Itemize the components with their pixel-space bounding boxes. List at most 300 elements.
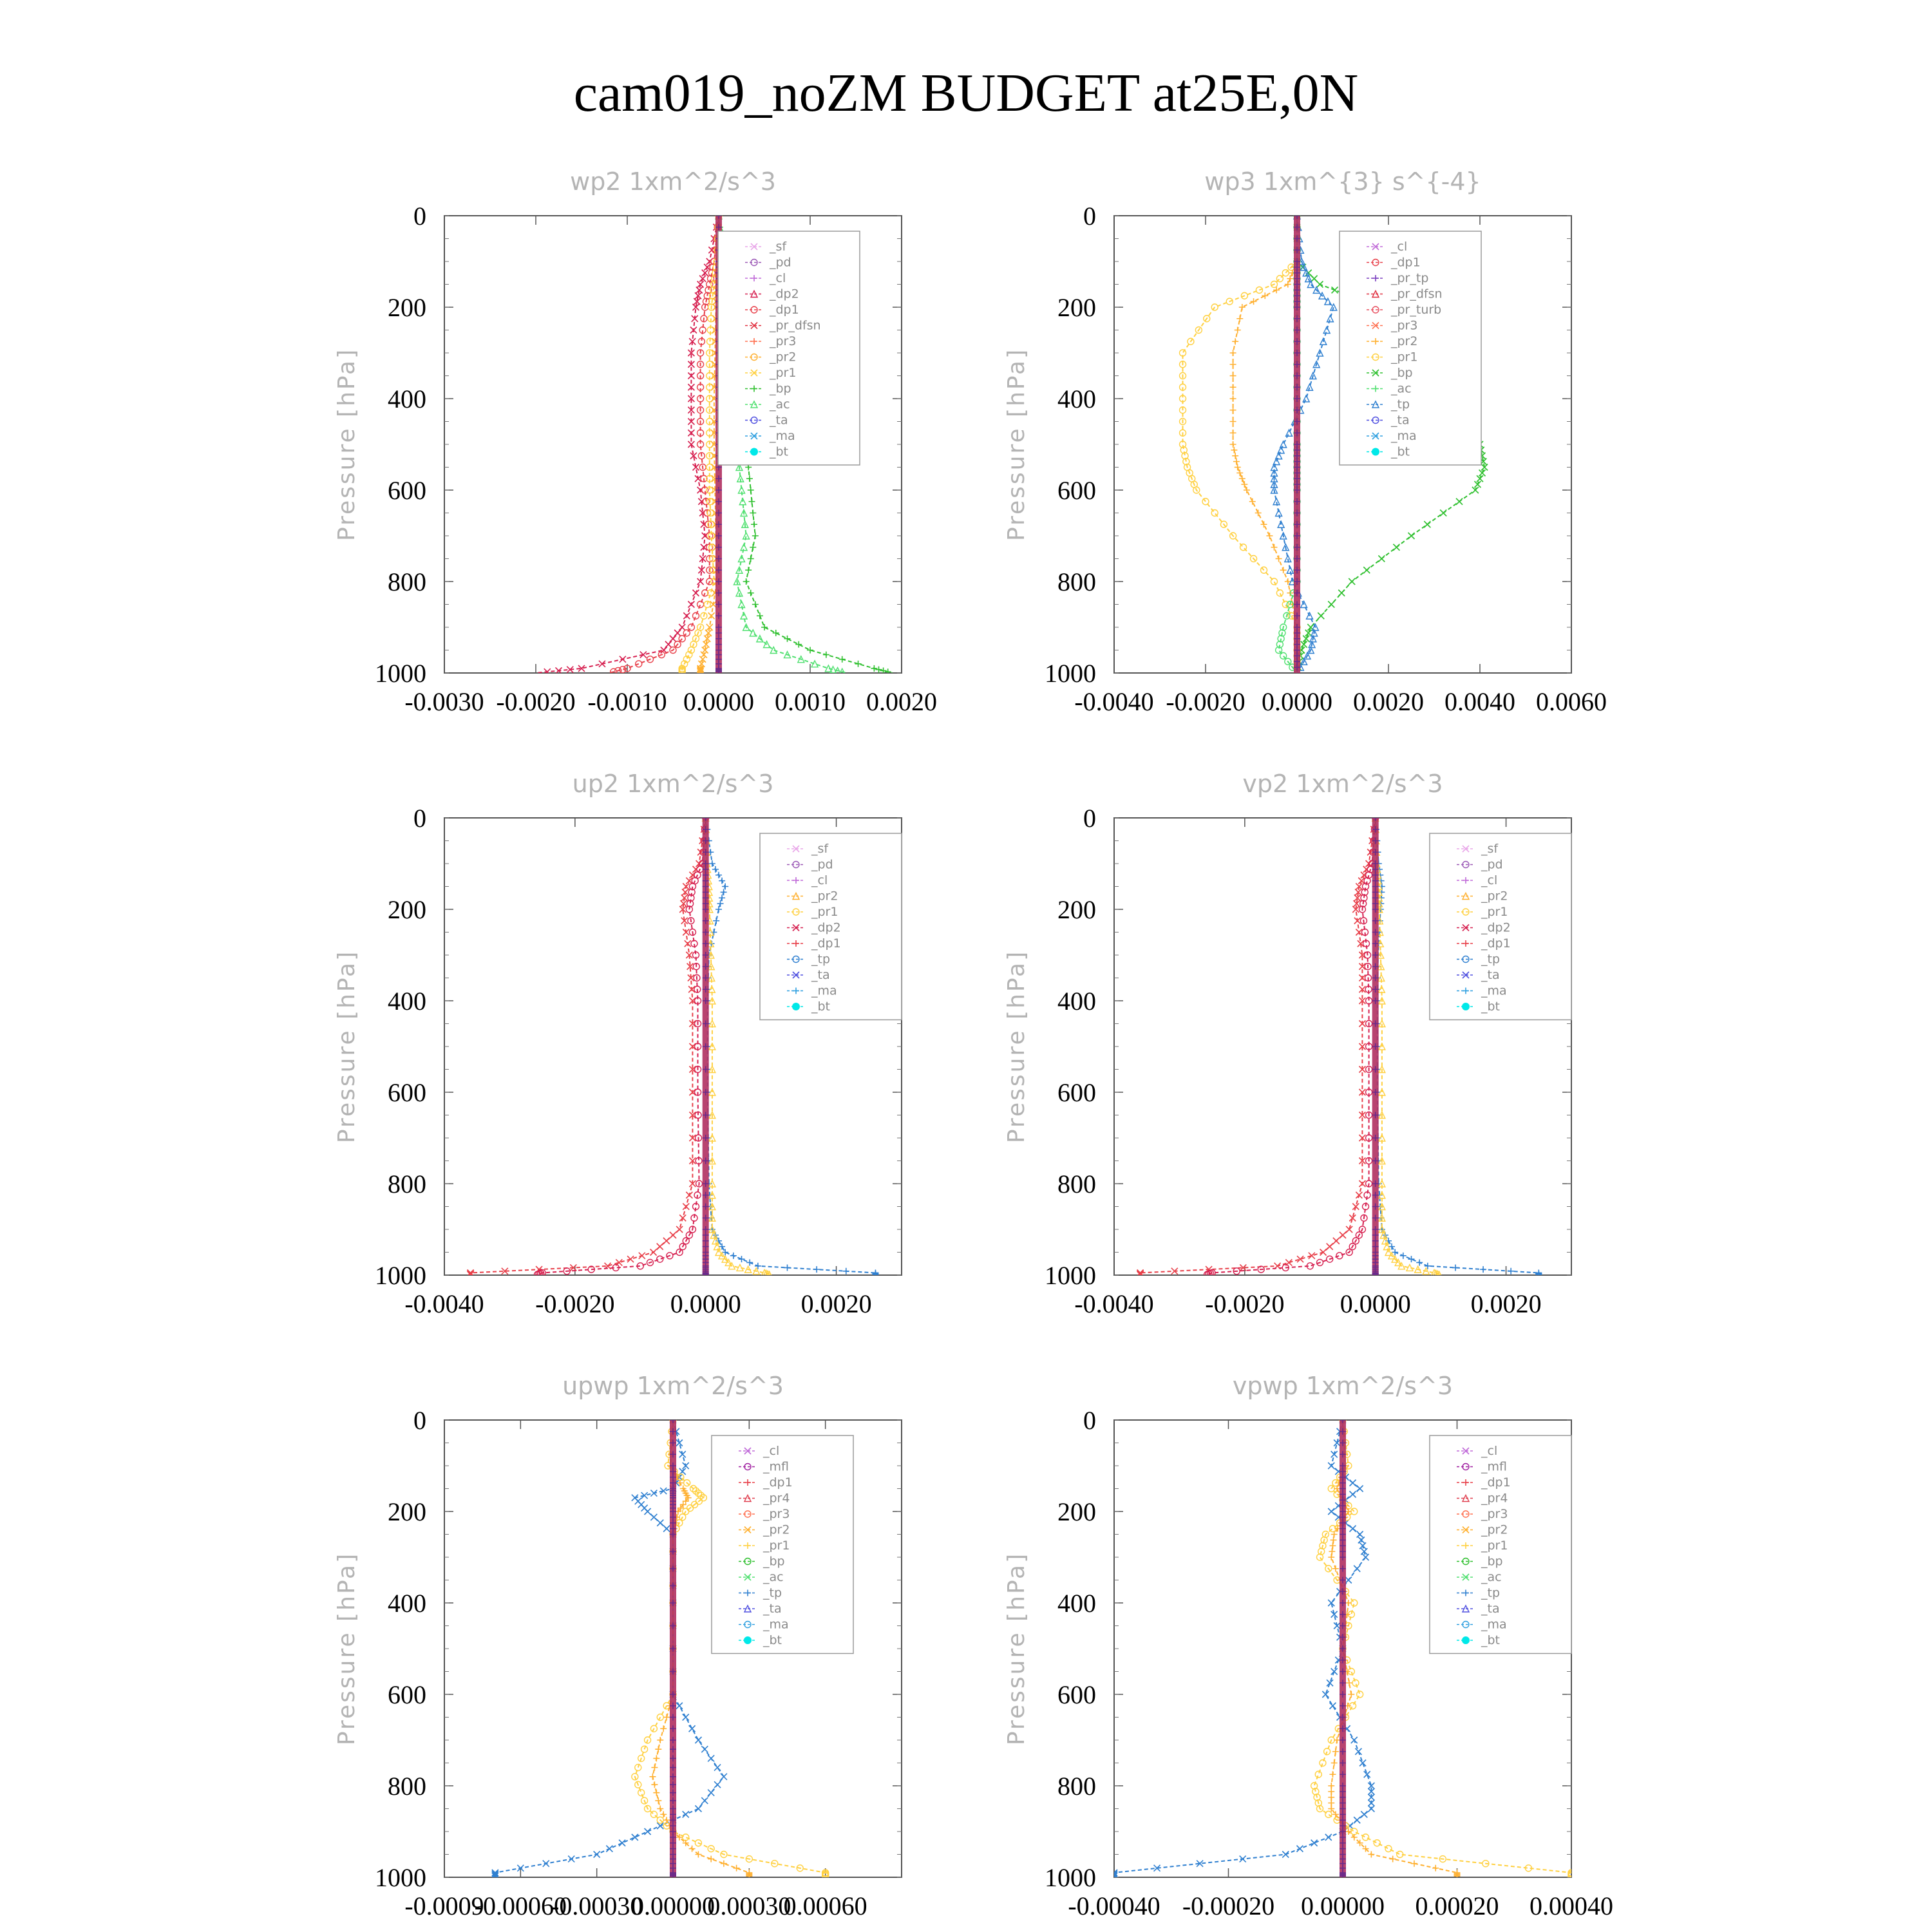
legend-label: _pr1: [811, 905, 838, 919]
legend-label: _pr1: [770, 366, 797, 380]
data-point: [1456, 498, 1463, 505]
data-point: [1480, 1266, 1486, 1273]
data-point: [1328, 601, 1334, 608]
data-point: [660, 1725, 667, 1732]
data-point: [1318, 612, 1324, 619]
x-tick-label: 0.0020: [866, 687, 937, 716]
data-point: [823, 652, 829, 658]
legend-label: _bt: [770, 444, 789, 459]
y-tick-label: 1000: [375, 1261, 426, 1290]
x-tick-label: 0.0020: [800, 1289, 872, 1318]
data-point: [695, 1806, 701, 1812]
legend: [1340, 231, 1481, 465]
data-point: [1363, 567, 1370, 573]
y-tick-label: 800: [1057, 1772, 1096, 1801]
data-point: [1390, 1856, 1396, 1862]
y-tick-label: 800: [388, 1170, 426, 1198]
legend-label: _pr4: [763, 1491, 790, 1506]
y-tick-label: 800: [1057, 1170, 1096, 1198]
legend-label: _dp1: [1481, 1475, 1511, 1490]
data-point: [1385, 1846, 1392, 1852]
legend-marker: [792, 1003, 800, 1010]
data-point: [693, 612, 699, 619]
data-point: [1364, 1771, 1370, 1777]
data-point: [1232, 338, 1238, 345]
data-point: [683, 884, 689, 890]
x-tick-label: -0.0030: [404, 687, 484, 716]
y-tick-label: 1000: [1045, 1863, 1096, 1892]
y-axis-label: Pressure [hPa]: [1003, 347, 1030, 542]
data-point: [1345, 1577, 1352, 1584]
data-point: [1230, 361, 1236, 368]
data-point: [663, 1238, 670, 1244]
data-point: [1328, 1508, 1334, 1515]
data-point: [657, 1256, 663, 1262]
legend: [718, 231, 860, 465]
data-point: [650, 1811, 657, 1817]
data-point: [1424, 521, 1430, 527]
data-point: [1327, 1680, 1333, 1686]
data-point: [1363, 1554, 1369, 1560]
data-point: [1338, 590, 1345, 596]
data-point: [1336, 1253, 1343, 1259]
data-point: [663, 1526, 670, 1532]
legend-label: _bp: [1391, 366, 1413, 380]
data-point: [1351, 1508, 1358, 1515]
legend-label: _sf: [811, 842, 829, 856]
data-point: [1311, 276, 1318, 282]
legend-label: _pr_tp: [1391, 271, 1429, 285]
data-point: [1331, 1669, 1338, 1675]
data-point: [688, 601, 694, 608]
legend-label: _dp1: [811, 936, 841, 951]
y-tick-label: 200: [1057, 293, 1096, 322]
data-point: [1408, 533, 1415, 539]
legend-label: _pr2: [1391, 334, 1418, 348]
panel-title: vpwp 1xm^2/s^3: [1232, 1372, 1454, 1400]
data-point: [1472, 487, 1479, 493]
legend-label: _tp: [811, 952, 831, 967]
data-point: [855, 661, 862, 667]
legend-label: _dp1: [1481, 936, 1511, 951]
data-point: [1374, 1840, 1380, 1846]
data-point: [746, 1259, 753, 1265]
data-point: [1346, 1680, 1352, 1686]
data-point: [693, 590, 699, 596]
data-point: [657, 1520, 663, 1526]
data-point: [1271, 578, 1278, 585]
data-point: [1311, 1840, 1318, 1846]
legend-label: _tp: [763, 1586, 782, 1600]
x-tick-label: -0.0020: [535, 1289, 615, 1318]
y-tick-label: 600: [1057, 1078, 1096, 1107]
data-point: [651, 1781, 658, 1788]
legend: [1430, 1435, 1571, 1654]
x-tick-label: -0.0040: [404, 1289, 484, 1318]
data-point: [1232, 453, 1238, 459]
data-point: [1230, 395, 1236, 402]
data-point: [1479, 469, 1486, 476]
data-point: [1329, 1771, 1336, 1777]
data-point: [714, 1781, 721, 1788]
data-point: [761, 624, 768, 630]
data-point: [649, 1774, 656, 1780]
data-point: [645, 1828, 651, 1835]
legend-marker: [750, 448, 758, 456]
y-tick-label: 400: [388, 987, 426, 1016]
legend-label: _pr_dfsn: [770, 318, 821, 333]
data-point: [751, 521, 757, 527]
data-point: [1322, 1691, 1329, 1698]
data-point: [702, 270, 708, 276]
data-point: [885, 668, 891, 675]
legend-label: _pr2: [811, 889, 838, 904]
data-point: [1230, 441, 1236, 448]
legend-label: _bt: [1481, 999, 1501, 1014]
data-point: [665, 641, 672, 648]
chart-panel: [334, 167, 937, 716]
data-point: [1354, 1566, 1360, 1572]
data-point: [657, 1806, 663, 1812]
chart-panel: [1003, 1372, 1613, 1920]
data-point: [663, 1714, 670, 1721]
series-line-dp1: [471, 818, 706, 1275]
data-point: [651, 1765, 658, 1771]
legend-label: _ac: [770, 397, 790, 412]
y-tick-label: 800: [1057, 567, 1096, 596]
x-tick-label: -0.0040: [1074, 1289, 1154, 1318]
legend-label: _ma: [1481, 1617, 1507, 1632]
data-point: [784, 636, 791, 642]
data-point: [1276, 590, 1283, 596]
data-point: [721, 1861, 727, 1867]
x-tick-label: 0.0040: [1444, 687, 1515, 716]
legend-label: _pr2: [1481, 1522, 1508, 1537]
data-point: [1393, 544, 1399, 551]
data-point: [1287, 276, 1293, 282]
y-tick-label: 400: [388, 1589, 426, 1618]
data-point: [1301, 641, 1307, 648]
y-tick-label: 600: [1057, 1680, 1096, 1709]
data-point: [638, 1790, 645, 1796]
data-point: [1239, 304, 1245, 310]
data-point: [1323, 327, 1330, 334]
legend-label: _pr2: [770, 350, 797, 365]
data-point: [1230, 407, 1236, 413]
x-tick-label: 0.0000: [1262, 687, 1332, 716]
legend-label: _pr1: [1481, 905, 1508, 919]
data-point: [1325, 1811, 1332, 1817]
data-point: [657, 1737, 663, 1743]
data-point: [1354, 1817, 1360, 1823]
data-point: [1355, 1748, 1361, 1755]
data-point: [683, 612, 690, 619]
data-point: [1262, 292, 1268, 299]
data-point: [717, 900, 724, 907]
data-point: [1368, 1852, 1374, 1858]
legend-label: _pr1: [1481, 1539, 1508, 1553]
data-point: [1474, 481, 1481, 488]
data-point: [1327, 316, 1333, 322]
data-point: [1328, 1788, 1334, 1795]
legend-label: _mfl: [763, 1459, 789, 1474]
data-point: [697, 601, 704, 608]
data-point: [1230, 419, 1236, 425]
data-point: [1351, 1834, 1358, 1841]
data-point: [1334, 1737, 1340, 1743]
panel-title: upwp 1xm^2/s^3: [562, 1372, 784, 1400]
data-point: [650, 1514, 657, 1520]
y-tick-label: 0: [413, 804, 426, 833]
legend: [1430, 833, 1571, 1020]
data-point: [1239, 475, 1245, 482]
x-tick-label: 0.00060: [783, 1891, 867, 1920]
legend-label: _pr3: [1481, 1507, 1508, 1521]
data-point: [1282, 1852, 1289, 1858]
x-tick-label: 0.0020: [1353, 687, 1424, 716]
x-tick-label: -0.00030: [551, 1891, 643, 1920]
legend-label: _bt: [1481, 1633, 1501, 1647]
data-point: [714, 1765, 721, 1771]
data-point: [1317, 1554, 1323, 1560]
data-point: [1305, 630, 1312, 636]
panel-title: vp2 1xm^2/s^3: [1242, 770, 1443, 798]
y-tick-label: 0: [413, 1406, 426, 1435]
data-point: [1317, 281, 1323, 288]
data-point: [683, 1811, 689, 1817]
data-point: [594, 1852, 600, 1858]
data-point: [1235, 464, 1241, 471]
y-tick-label: 800: [388, 1772, 426, 1801]
data-point: [750, 544, 756, 551]
x-tick-label: 0.00000: [631, 1891, 715, 1920]
data-point: [1378, 556, 1385, 562]
data-point: [543, 1861, 549, 1867]
data-point: [1357, 1531, 1363, 1538]
data-point: [1320, 1249, 1327, 1256]
data-point: [1236, 316, 1243, 322]
data-point: [1332, 1748, 1339, 1755]
data-point: [1349, 578, 1355, 585]
legend-label: _pd: [1481, 857, 1503, 872]
data-point: [1361, 1811, 1367, 1817]
data-point: [876, 667, 882, 673]
data-point: [757, 612, 763, 619]
data-point: [1329, 1542, 1336, 1549]
data-point: [708, 1856, 714, 1862]
y-tick-label: 600: [388, 1680, 426, 1709]
legend: [760, 833, 902, 1020]
data-point: [750, 510, 756, 516]
data-point: [1211, 510, 1218, 516]
data-point: [719, 895, 725, 901]
y-tick-label: 400: [1057, 987, 1096, 1016]
data-point: [843, 1268, 849, 1274]
legend-label: _ac: [1391, 381, 1412, 396]
data-point: [839, 656, 846, 663]
data-point: [722, 884, 728, 890]
legend-label: _pr4: [1481, 1491, 1508, 1506]
x-tick-label: -0.0020: [1166, 687, 1245, 716]
legend-label: _ta: [1391, 413, 1410, 428]
data-point: [690, 327, 697, 334]
data-point: [1452, 1264, 1459, 1271]
legend: [712, 1435, 853, 1654]
data-point: [1350, 1480, 1356, 1486]
data-point: [701, 1797, 708, 1804]
series-line-dp2: [536, 818, 706, 1275]
data-point: [1236, 469, 1243, 476]
data-point: [1280, 567, 1287, 573]
y-tick-label: 0: [413, 202, 426, 231]
y-tick-label: 0: [1083, 804, 1096, 833]
y-axis-label: Pressure [hPa]: [334, 347, 360, 542]
legend-label: _ta: [763, 1602, 782, 1616]
legend-label: _dp2: [1481, 920, 1511, 935]
data-point: [670, 636, 676, 642]
data-point: [701, 1746, 708, 1752]
data-point: [795, 641, 802, 648]
data-point: [1255, 510, 1262, 516]
legend-label: _pr3: [1391, 318, 1418, 333]
x-tick-label: -0.0020: [1205, 1289, 1285, 1318]
data-point: [1286, 430, 1293, 436]
y-tick-label: 0: [1083, 202, 1096, 231]
legend-label: _pr3: [770, 334, 797, 348]
data-point: [1282, 270, 1289, 276]
y-axis-label: Pressure [hPa]: [334, 949, 360, 1144]
data-point: [1351, 1828, 1358, 1835]
data-point: [650, 1249, 657, 1256]
data-point: [1328, 1783, 1334, 1789]
legend-label: _ta: [811, 968, 830, 982]
data-point: [715, 906, 722, 913]
data-point: [752, 533, 759, 539]
data-point: [1266, 533, 1273, 539]
data-point: [1276, 276, 1283, 282]
data-point: [1251, 298, 1257, 305]
legend-marker: [1372, 448, 1379, 456]
chart-panel: [334, 1372, 902, 1920]
data-point: [748, 487, 754, 493]
legend-marker: [1462, 1003, 1470, 1010]
legend-label: _ma: [770, 429, 795, 443]
data-point: [719, 878, 725, 884]
data-point: [645, 1508, 651, 1515]
data-point: [1333, 1238, 1340, 1244]
data-point: [721, 1774, 727, 1780]
legend-label: _pr1: [763, 1539, 790, 1553]
y-tick-label: 200: [1057, 895, 1096, 924]
data-point: [807, 647, 813, 654]
data-point: [730, 1253, 737, 1259]
data-point: [1303, 395, 1309, 402]
legend-label: _dp1: [770, 303, 799, 317]
data-point: [708, 1755, 714, 1761]
data-point: [627, 1256, 634, 1262]
y-tick-label: 200: [388, 293, 426, 322]
data-point: [1358, 1537, 1365, 1543]
data-point: [1276, 556, 1282, 562]
data-point: [1328, 1794, 1334, 1801]
data-point: [1328, 1463, 1334, 1469]
y-axis-label: Pressure [hPa]: [1003, 1551, 1030, 1746]
legend-label: _bt: [763, 1633, 782, 1647]
data-point: [1357, 1691, 1363, 1698]
y-axis-label: Pressure [hPa]: [334, 1551, 360, 1746]
data-point: [745, 567, 752, 573]
data-point: [1244, 487, 1250, 493]
data-point: [670, 1232, 676, 1238]
x-tick-label: -0.00040: [1068, 1891, 1160, 1920]
data-point: [721, 889, 727, 895]
legend-label: _ta: [1481, 1602, 1500, 1616]
data-point: [1331, 1537, 1337, 1543]
x-tick-label: 0.0000: [1340, 1289, 1411, 1318]
y-tick-label: 800: [388, 567, 426, 596]
data-point: [1368, 1806, 1374, 1812]
x-tick-label: -0.0040: [1074, 687, 1154, 716]
data-point: [713, 918, 719, 924]
data-point: [653, 1790, 659, 1796]
data-point: [1416, 1259, 1423, 1265]
data-point: [657, 1244, 663, 1250]
x-tick-label: 0.0000: [683, 687, 754, 716]
legend-label: _cl: [1481, 1444, 1498, 1458]
legend-label: _ac: [1481, 1570, 1502, 1584]
data-point: [1328, 1800, 1334, 1806]
panel-title: up2 1xm^2/s^3: [572, 770, 774, 798]
y-tick-label: 600: [388, 1078, 426, 1107]
legend-label: _ma: [811, 983, 837, 998]
data-point: [683, 630, 690, 636]
legend-label: _pr_turb: [1391, 303, 1442, 317]
y-tick-label: 1000: [375, 1863, 426, 1892]
series-line-pr1: [1183, 216, 1298, 673]
data-point: [1233, 459, 1240, 465]
legend-label: _bt: [811, 999, 831, 1014]
y-tick-label: 400: [388, 384, 426, 413]
x-tick-label: 0.00030: [707, 1891, 791, 1920]
data-point: [748, 498, 755, 505]
data-point: [1241, 481, 1247, 488]
data-point: [1296, 1846, 1303, 1852]
legend-label: _cl: [811, 873, 828, 887]
data-point: [689, 1846, 696, 1852]
data-point: [689, 1725, 696, 1732]
data-point: [1249, 498, 1256, 505]
data-point: [1350, 1491, 1356, 1497]
data-point: [1359, 1180, 1365, 1187]
legend-label: _sf: [770, 240, 787, 254]
data-point: [674, 630, 681, 636]
series-line-dp2: [1206, 818, 1376, 1275]
y-tick-label: 400: [1057, 384, 1096, 413]
x-tick-label: -0.00060: [474, 1891, 567, 1920]
data-point: [1359, 1760, 1366, 1766]
data-point: [1351, 1737, 1358, 1743]
legend-label: _dp2: [811, 920, 841, 935]
x-tick-label: 0.00000: [1301, 1891, 1385, 1920]
data-point: [1230, 350, 1236, 356]
y-tick-label: 1000: [1045, 659, 1096, 688]
data-point: [1477, 475, 1483, 482]
data-point: [632, 1834, 638, 1841]
data-point: [683, 1834, 689, 1841]
legend-label: _sf: [1481, 842, 1499, 856]
data-point: [1320, 1760, 1326, 1766]
x-tick-label: -0.0010: [587, 687, 667, 716]
